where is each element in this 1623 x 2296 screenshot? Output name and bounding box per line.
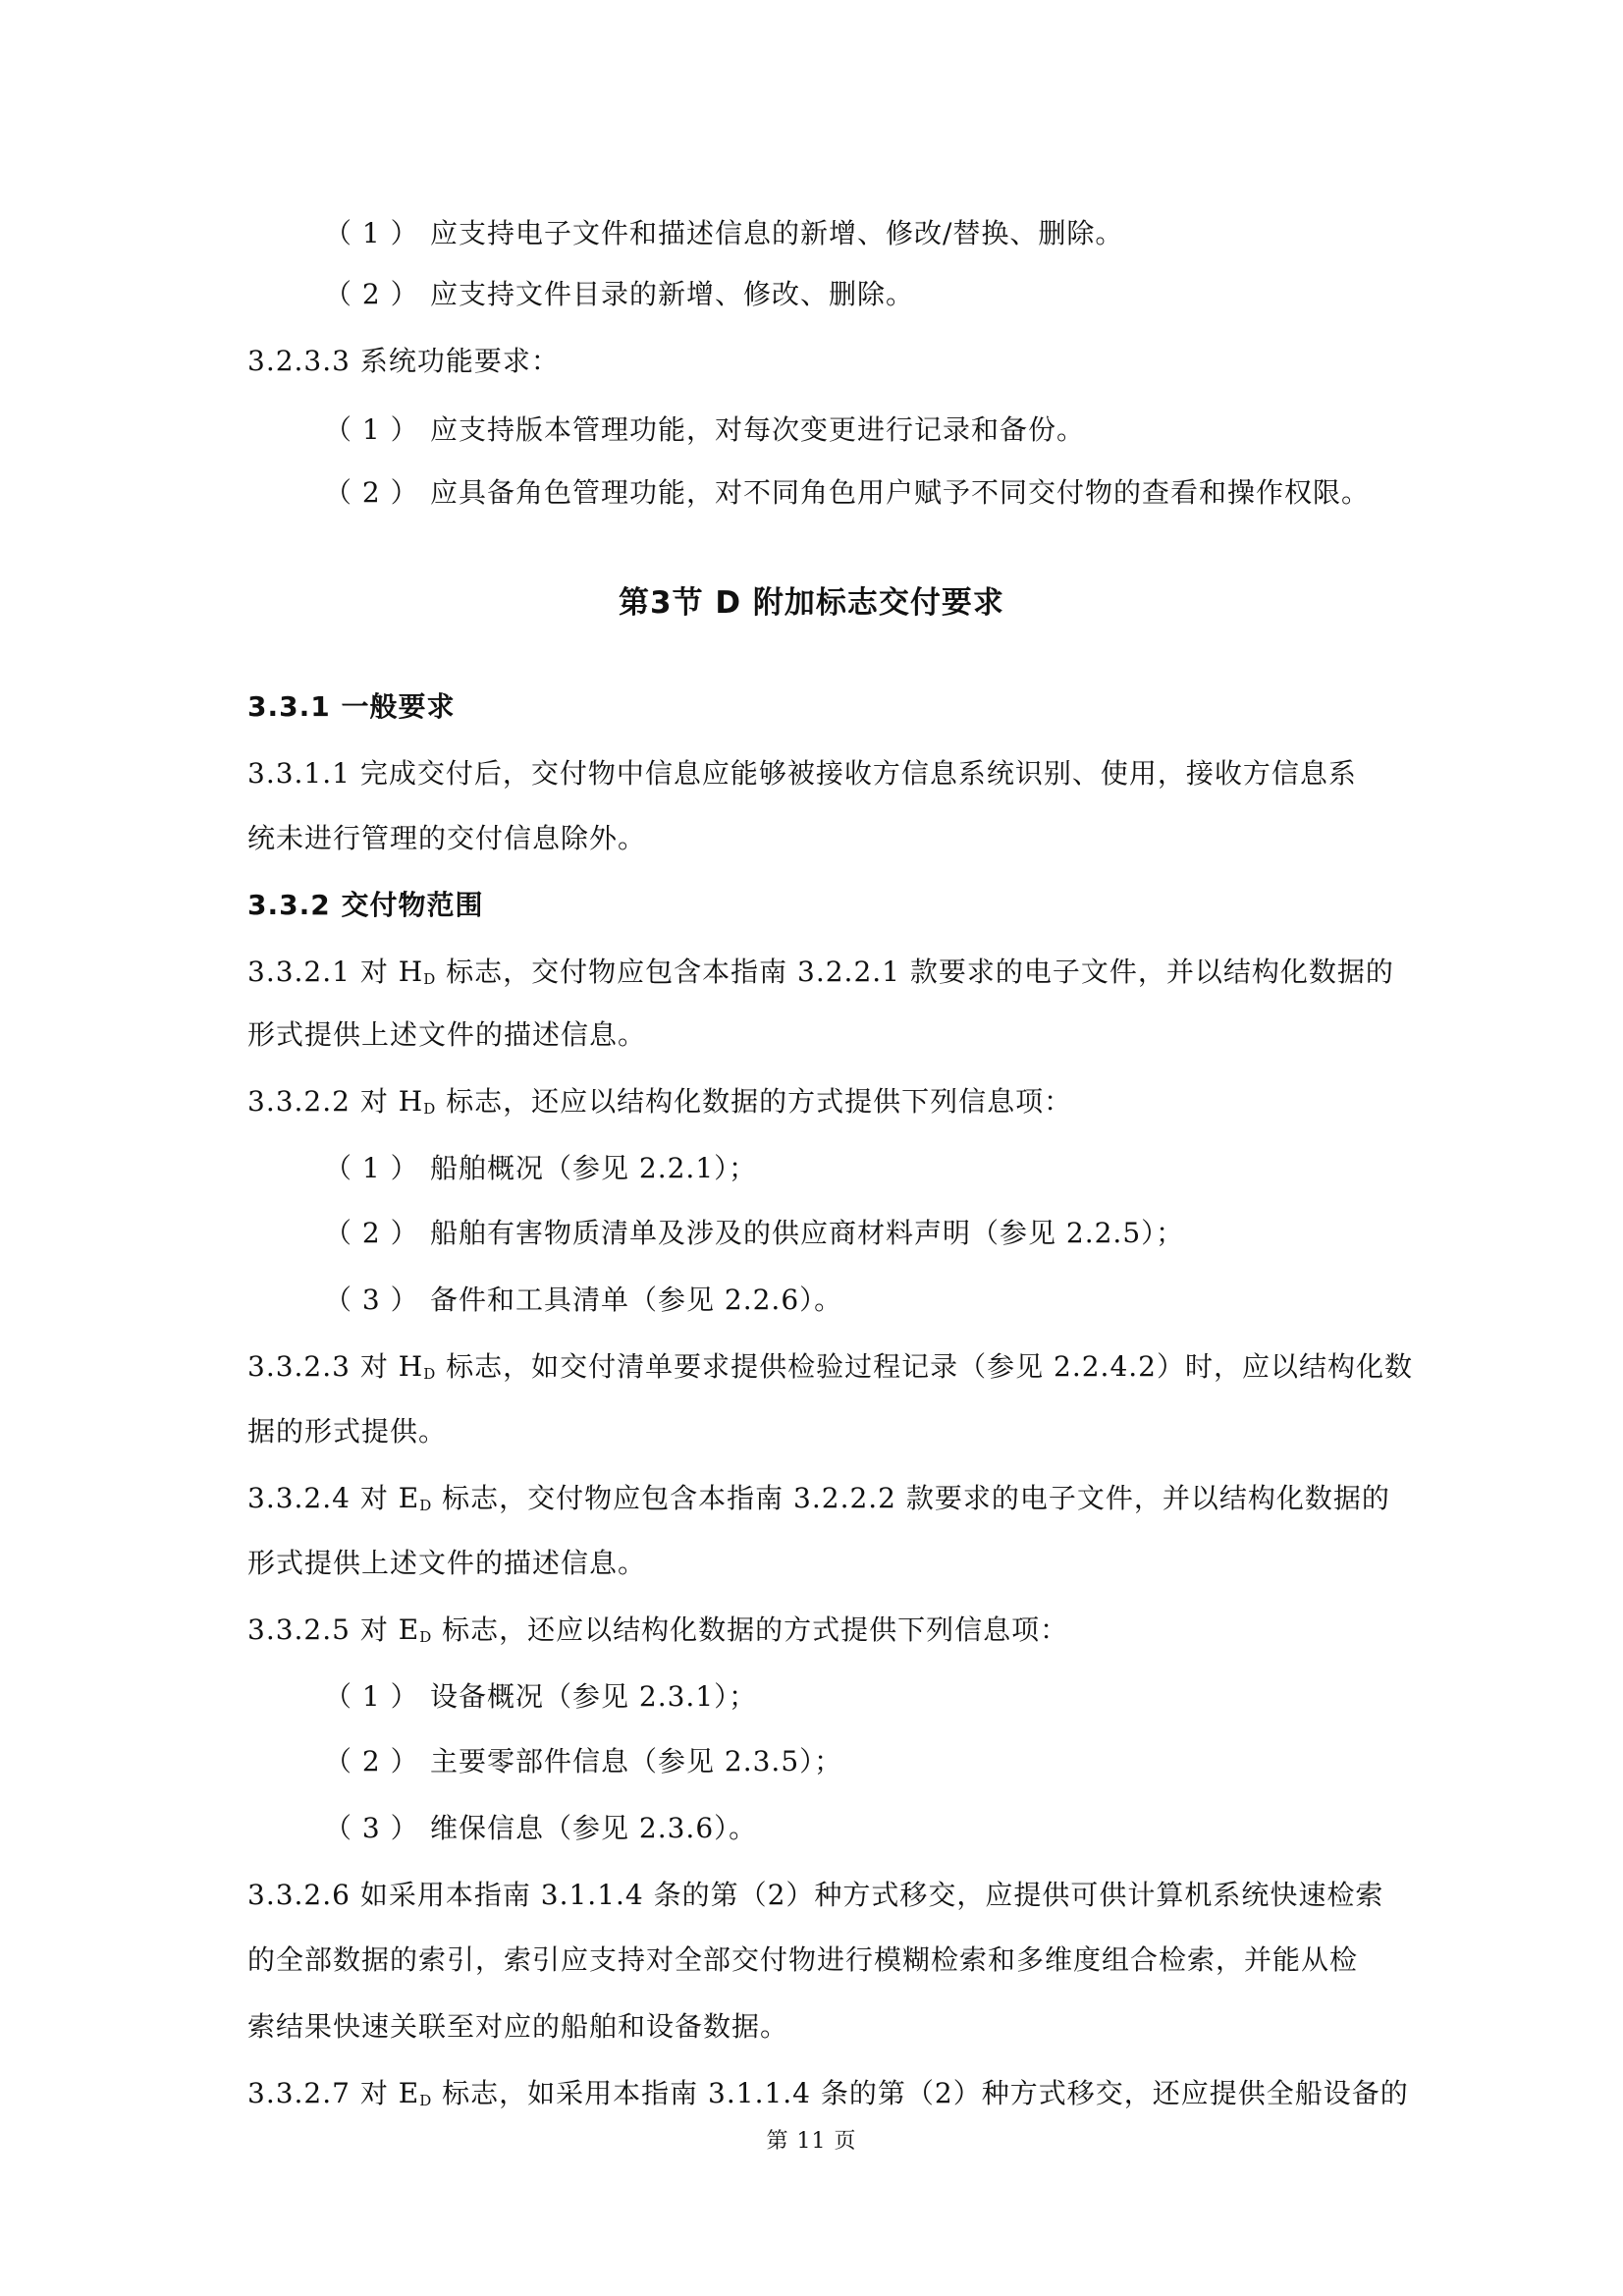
list-item	[324, 473, 1370, 513]
paragraph-3321-line2: 形式提供上述文件的描述信息。	[247, 1018, 647, 1051]
list-item-number: （ 2 ）	[324, 1745, 419, 1777]
paragraph-3311-line2: 统未进行管理的交付信息除外。	[247, 822, 647, 854]
list-item-number: （ 2 ）	[324, 476, 419, 509]
subscript: D	[419, 2092, 433, 2109]
list-item-text: 应支持版本管理功能，对每次变更进行记录和备份。	[430, 413, 1086, 446]
paragraph-3326-line3: 索结果快速关联至对应的船舶和设备数据。	[247, 2010, 789, 2043]
paragraph-3322: 3.3.2.2 对 $H_D$ 标志，还应以结构化数据的方式提供下列信息项：	[247, 1085, 1073, 1118]
list-item-text: 应具备角色管理功能，对不同角色用户赋予不同交付物的查看和操作权限。	[430, 476, 1371, 509]
subscript: D	[419, 1628, 433, 1646]
list-item-text: 备件和工具清单（参见 2.2.6）。	[430, 1284, 843, 1316]
list-item-text: 设备概况（参见 2.3.1）；	[430, 1680, 758, 1713]
list-item-text: 船舶概况（参见 2.2.1）；	[430, 1152, 758, 1184]
paragraph-3326-line2: 的全部数据的索引，索引应支持对全部交付物进行模糊检索和多维度组合检索，并能从检	[247, 1943, 1359, 1976]
list-item	[324, 1214, 1184, 1253]
list-item	[324, 1742, 842, 1781]
subscript: D	[423, 970, 437, 988]
list-item	[324, 275, 914, 314]
paragraph-3233: 3.2.3.3 系统功能要求：	[247, 345, 560, 377]
section-title: 第3节 D 附加标志交付要求	[619, 585, 1004, 621]
list-item-text: 主要零部件信息（参见 2.3.5）；	[430, 1745, 843, 1777]
list-item	[324, 1149, 757, 1188]
heading-332: 3.3.2 交付物范围	[247, 889, 484, 921]
paragraph-3323-line2: 据的形式提供。	[247, 1415, 448, 1448]
list-item-text: 船舶有害物质清单及涉及的供应商材料声明（参见 2.2.5）；	[430, 1217, 1185, 1249]
list-item	[324, 410, 1085, 450]
paragraph-3323-line1: 3.3.2.3 对 $H_D$ 标志，如交付清单要求提供检验过程记录（参见 2.2.4.2）时，应以结构化数	[247, 1350, 1413, 1383]
list-item-number: （ 1 ）	[324, 217, 419, 249]
paragraph-3321-line1: 3.3.2.1 对 $H_D$ 标志，交付物应包含本指南 3.2.2.1 款要求的电子文件，并以结构化数据的	[247, 956, 1394, 988]
list-item	[324, 1809, 757, 1848]
page-number: 第 11 页	[766, 2129, 857, 2154]
list-item-number: （ 1 ）	[324, 413, 419, 446]
subscript: D	[419, 1497, 433, 1514]
list-item-text: 应支持电子文件和描述信息的新增、修改/替换、删除。	[430, 217, 1124, 249]
paragraph-3327: 3.3.2.7 对 $E_D$ 标志，如采用本指南 3.1.1.4 条的第（2）种方式移交，还应提供全船设备的	[247, 2077, 1409, 2109]
list-item-text: 应支持文件目录的新增、修改、删除。	[430, 278, 915, 310]
list-item-number: （ 1 ）	[324, 1152, 419, 1184]
paragraph-3324-line1: 3.3.2.4 对 $E_D$ 标志，交付物应包含本指南 3.2.2.2 款要求的电子文件，并以结构化数据的	[247, 1482, 1390, 1514]
list-item	[324, 1677, 757, 1717]
paragraph-3325: 3.3.2.5 对 $E_D$ 标志，还应以结构化数据的方式提供下列信息项：	[247, 1613, 1069, 1646]
subscript: D	[423, 1365, 437, 1383]
list-item-number: （ 3 ）	[324, 1812, 419, 1844]
paragraph-3326-line1: 3.3.2.6 如采用本指南 3.1.1.4 条的第（2）种方式移交，应提供可供计算机系统快速检索	[247, 1879, 1384, 1911]
subscript: D	[423, 1100, 437, 1118]
heading-331: 3.3.1 一般要求	[247, 690, 456, 723]
list-item	[324, 214, 1123, 253]
list-item-number: （ 2 ）	[324, 1217, 419, 1249]
paragraph-3311-line1: 3.3.1.1 完成交付后，交付物中信息应能够被接收方信息系统识别、使用，接收方信息系	[247, 757, 1357, 790]
list-item-number: （ 2 ）	[324, 278, 419, 310]
list-item-number: （ 1 ）	[324, 1680, 419, 1713]
paragraph-3324-line2: 形式提供上述文件的描述信息。	[247, 1547, 647, 1579]
list-item-text: 维保信息（参见 2.3.6）。	[430, 1812, 758, 1844]
list-item	[324, 1281, 842, 1320]
list-item-number: （ 3 ）	[324, 1284, 419, 1316]
